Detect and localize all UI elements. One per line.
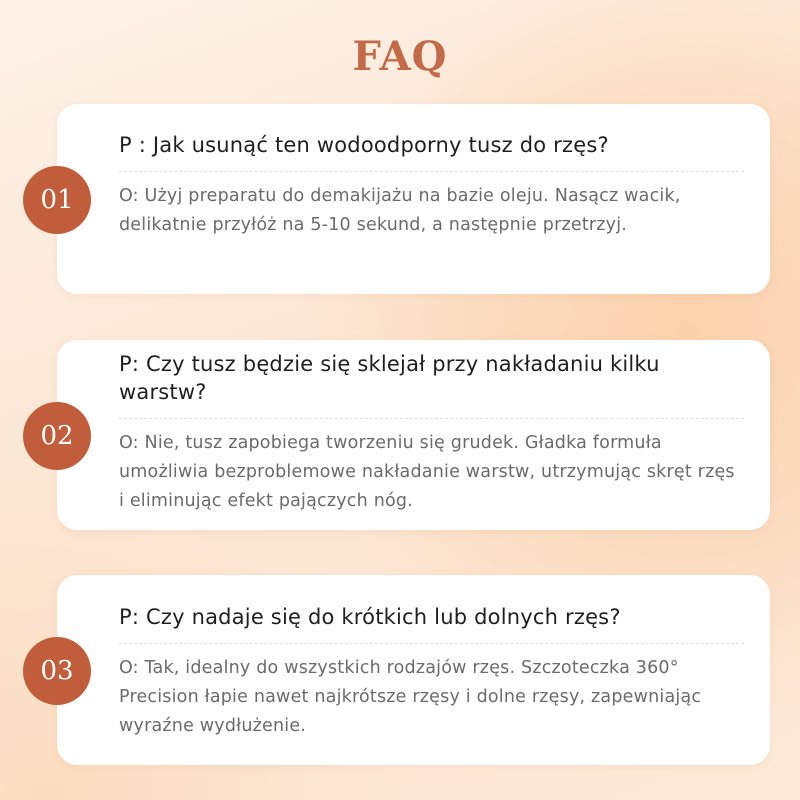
faq-card-1 [57,104,770,294]
faq-question-3: P: Czy nadaje się do krótkich lub dolnych rzęs? [119,605,621,629]
faq-number-badge-2: 02 [23,402,91,470]
faq-divider-3 [119,643,744,644]
faq-answer-2: O: Nie, tusz zapobiega tworzeniu się grudek. Gładka formuła umożliwia bezproblemowe nakładanie warstw, utrzymując skręt rzęs i eliminując efekt pajączych nóg. [119,433,735,511]
faq-answer-3: O: Tak, idealny do wszystkich rodzajów rzęs. Szczoteczka 360° Precision łapie nawet najkrótsze rzęsy i dolne rzęsy, zapewniając wyraźne wydłużenie. [119,658,702,736]
faq-card-3 [57,575,770,765]
page-title: FAQ [352,33,448,80]
faq-number-badge-1: 01 [23,166,91,234]
faq-divider-2 [119,418,744,419]
faq-answer-1: O: Użyj preparatu do demakijażu na bazie oleju. Nasącz wacik, delikatnie przyłóż na 5-10 sekund, a następnie przetrzyj. [119,186,681,235]
faq-number-badge-3: 03 [23,637,91,705]
faq-card-2 [57,340,770,530]
faq-question-2: P: Czy tusz będzie się sklejał przy nakładaniu kilku warstw? [119,352,660,404]
faq-divider-1 [119,171,744,172]
faq-question-1: P : Jak usunąć ten wodoodporny tusz do rzęs? [119,133,609,157]
